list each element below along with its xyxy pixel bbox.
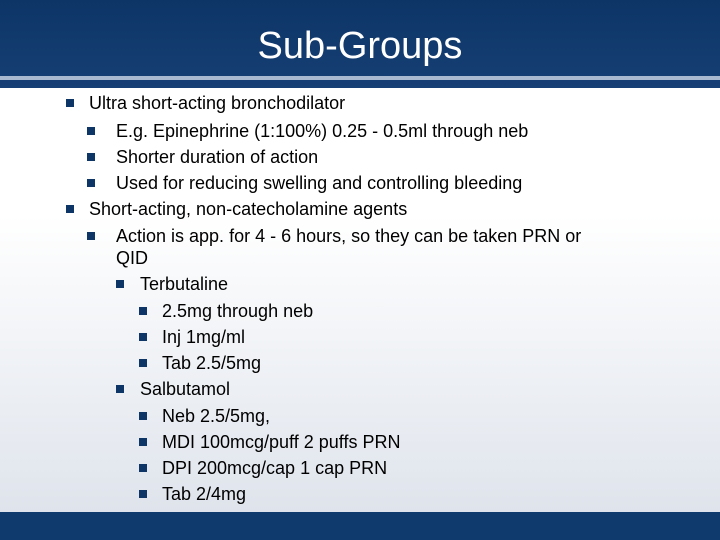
square-bullet-icon (87, 127, 95, 135)
square-bullet-icon (139, 307, 147, 315)
list-item: Neb 2.5/5mg, (162, 406, 271, 426)
slide-title: Sub-Groups (257, 25, 463, 67)
title-underline (0, 76, 720, 80)
square-bullet-icon (139, 359, 147, 367)
square-bullet-icon (139, 438, 147, 446)
square-bullet-icon (139, 333, 147, 341)
list-item: Used for reducing swelling and controlling bleeding (116, 173, 523, 193)
list-item-continuation: QID (116, 248, 149, 268)
list-item: Salbutamol (140, 379, 231, 399)
list-item: Inj 1mg/ml (162, 327, 246, 347)
square-bullet-icon (87, 153, 95, 161)
list-item: Shorter duration of action (116, 147, 319, 167)
square-bullet-icon (116, 280, 124, 288)
square-bullet-icon (139, 464, 147, 472)
square-bullet-icon (139, 412, 147, 420)
square-bullet-icon (66, 205, 74, 213)
square-bullet-icon (116, 385, 124, 393)
list-item: MDI 100mcg/puff 2 puffs PRN (162, 432, 401, 452)
list-item: Tab 2.5/5mg (162, 353, 262, 373)
list-item: Action is app. for 4 - 6 hours, so they can be taken PRN or (116, 226, 582, 246)
square-bullet-icon (87, 232, 95, 240)
list-item: DPI 200mcg/cap 1 cap PRN (162, 458, 388, 478)
list-item: 2.5mg through neb (162, 301, 314, 321)
square-bullet-icon (66, 99, 74, 107)
footer-bar (0, 512, 720, 540)
list-item: Terbutaline (140, 274, 229, 294)
list-item: Ultra short-acting bronchodilator (89, 93, 346, 113)
square-bullet-icon (87, 179, 95, 187)
list-item: Short-acting, non-catecholamine agents (89, 199, 408, 219)
square-bullet-icon (139, 490, 147, 498)
list-item: Tab 2/4mg (162, 484, 247, 504)
list-item: E.g. Epinephrine (1:100%) 0.25 - 0.5ml through neb (116, 121, 529, 141)
